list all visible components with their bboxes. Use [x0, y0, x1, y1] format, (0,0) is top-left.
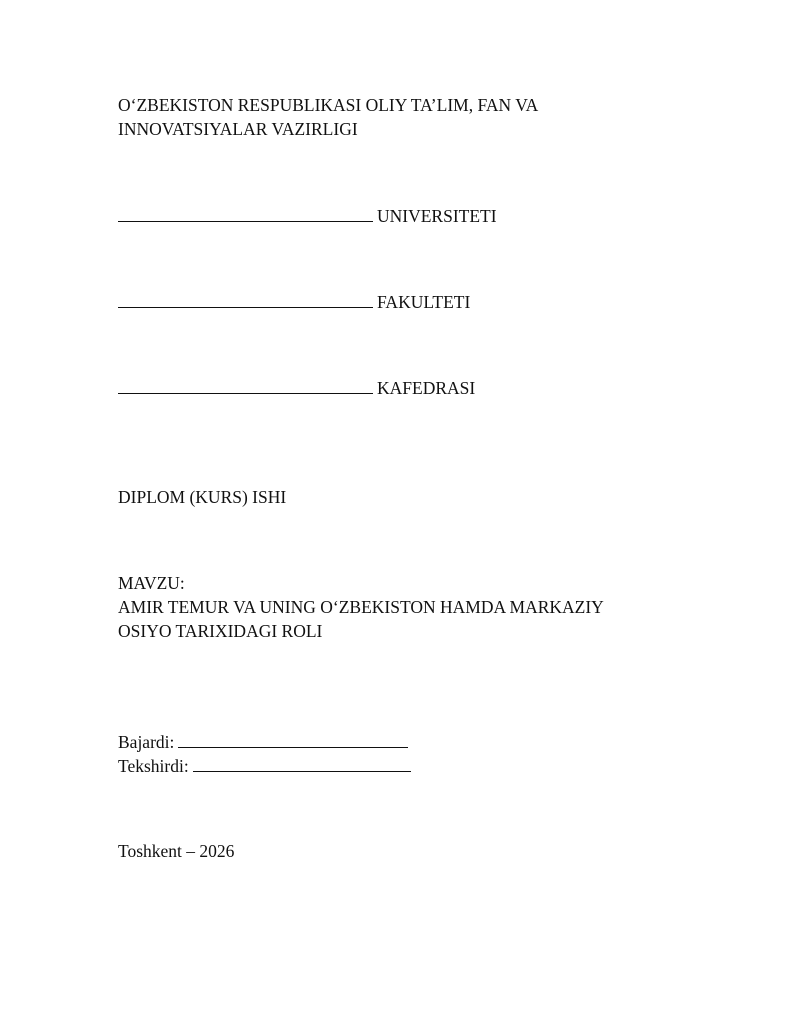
faculty-line [118, 289, 470, 314]
topic-line-1: AMIR TEMUR VA UNING O‘ZBEKISTON HAMDA MARKAZIY [118, 597, 604, 617]
performed-by-label: Bajardi: [118, 732, 175, 752]
performed-by-line [118, 729, 412, 754]
department-blank [118, 375, 373, 394]
faculty-label: FAKULTETI [377, 292, 471, 312]
place-year: Toshkent – 2026 [118, 841, 235, 861]
university-line [118, 203, 497, 228]
checked-by-line [118, 753, 415, 778]
department-line [118, 375, 475, 400]
ministry-title-line-1: O‘ZBEKISTON RESPUBLIKASI OLIY TA’LIM, FAN VA [118, 95, 539, 115]
topic-label: MAVZU: [118, 573, 185, 593]
performed-by-blank [178, 729, 408, 748]
work-type-title: DIPLOM (KURS) ISHI [118, 487, 287, 507]
checked-by-label: Tekshirdi: [118, 756, 189, 776]
topic-line-2: OSIYO TARIXIDAGI ROLI [118, 621, 323, 641]
university-label: UNIVERSITETI [377, 206, 497, 226]
faculty-blank [118, 289, 373, 308]
checked-by-blank [193, 753, 411, 772]
department-label: KAFEDRASI [377, 378, 476, 398]
ministry-title-line-2: INNOVATSIYALAR VAZIRLIGI [118, 119, 358, 139]
university-blank [118, 203, 373, 222]
